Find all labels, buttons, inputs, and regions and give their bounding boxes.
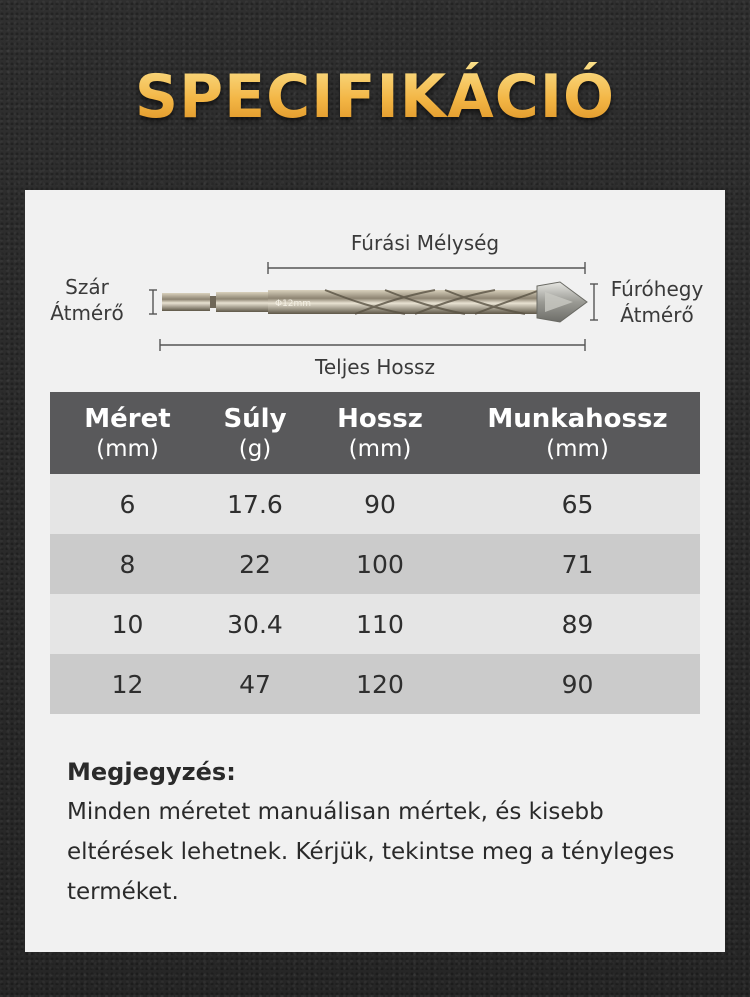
table-header-row (50, 392, 700, 474)
cell-size: 12 (50, 654, 205, 714)
table-row (50, 654, 700, 714)
table-row (50, 594, 700, 654)
header-weight (205, 392, 305, 474)
bit-marking: Φ12mm (275, 299, 312, 309)
tip-diameter-label: Fúróhegy Átmérő (610, 277, 704, 327)
cell-working-length: 65 (455, 474, 700, 534)
cell-weight: 47 (205, 654, 305, 714)
cell-size: 6 (50, 474, 205, 534)
header-unit: (mm) (96, 436, 159, 462)
header-name: Súly (223, 404, 287, 434)
header-unit: (mm) (348, 436, 412, 462)
cell-working-length: 71 (455, 534, 700, 594)
cell-length: 120 (305, 654, 455, 714)
drilling-depth-label: Fúrási Mélység (350, 231, 500, 255)
header-size (50, 392, 205, 474)
header-name: Munkahossz (487, 404, 668, 434)
header-unit: (mm) (546, 436, 609, 462)
cell-size: 10 (50, 594, 205, 654)
note-title: Megjegyzés: (67, 758, 236, 786)
header-name: Méret (84, 404, 171, 434)
cell-size: 8 (50, 534, 205, 594)
tip-diameter-dimension (590, 284, 598, 320)
shank-diameter-dimension (149, 290, 157, 314)
note-body: Minden méretet manuálisan mértek, és kisebb eltérések lehetnek. Kérjük, tekintse meg a tényleges terméket. (67, 799, 675, 905)
cell-length: 100 (305, 534, 455, 594)
table-row (50, 534, 700, 594)
cell-weight: 17.6 (205, 474, 305, 534)
cell-weight: 22 (205, 534, 305, 594)
total-length-dimension (160, 339, 585, 351)
note-section (67, 756, 717, 912)
header-name: Hossz (337, 404, 423, 434)
cell-working-length: 90 (455, 654, 700, 714)
header-unit: (g) (238, 436, 272, 462)
total-length-label: Teljes Hossz (315, 355, 435, 379)
header-length (305, 392, 455, 474)
drill-bit-illustration (25, 190, 725, 390)
shank-diameter-label: Szár Átmérő (50, 275, 124, 325)
drilling-depth-dimension (268, 262, 585, 274)
cell-weight: 30.4 (205, 594, 305, 654)
cell-length: 110 (305, 594, 455, 654)
cell-working-length: 89 (455, 594, 700, 654)
cell-length: 90 (305, 474, 455, 534)
specification-table (50, 392, 700, 714)
header-working-length (455, 392, 700, 474)
drill-bit-diagram (25, 190, 725, 390)
spec-card (25, 190, 725, 952)
table-row (50, 474, 700, 534)
page-title: SPECIFIKÁCIÓ (0, 62, 750, 132)
